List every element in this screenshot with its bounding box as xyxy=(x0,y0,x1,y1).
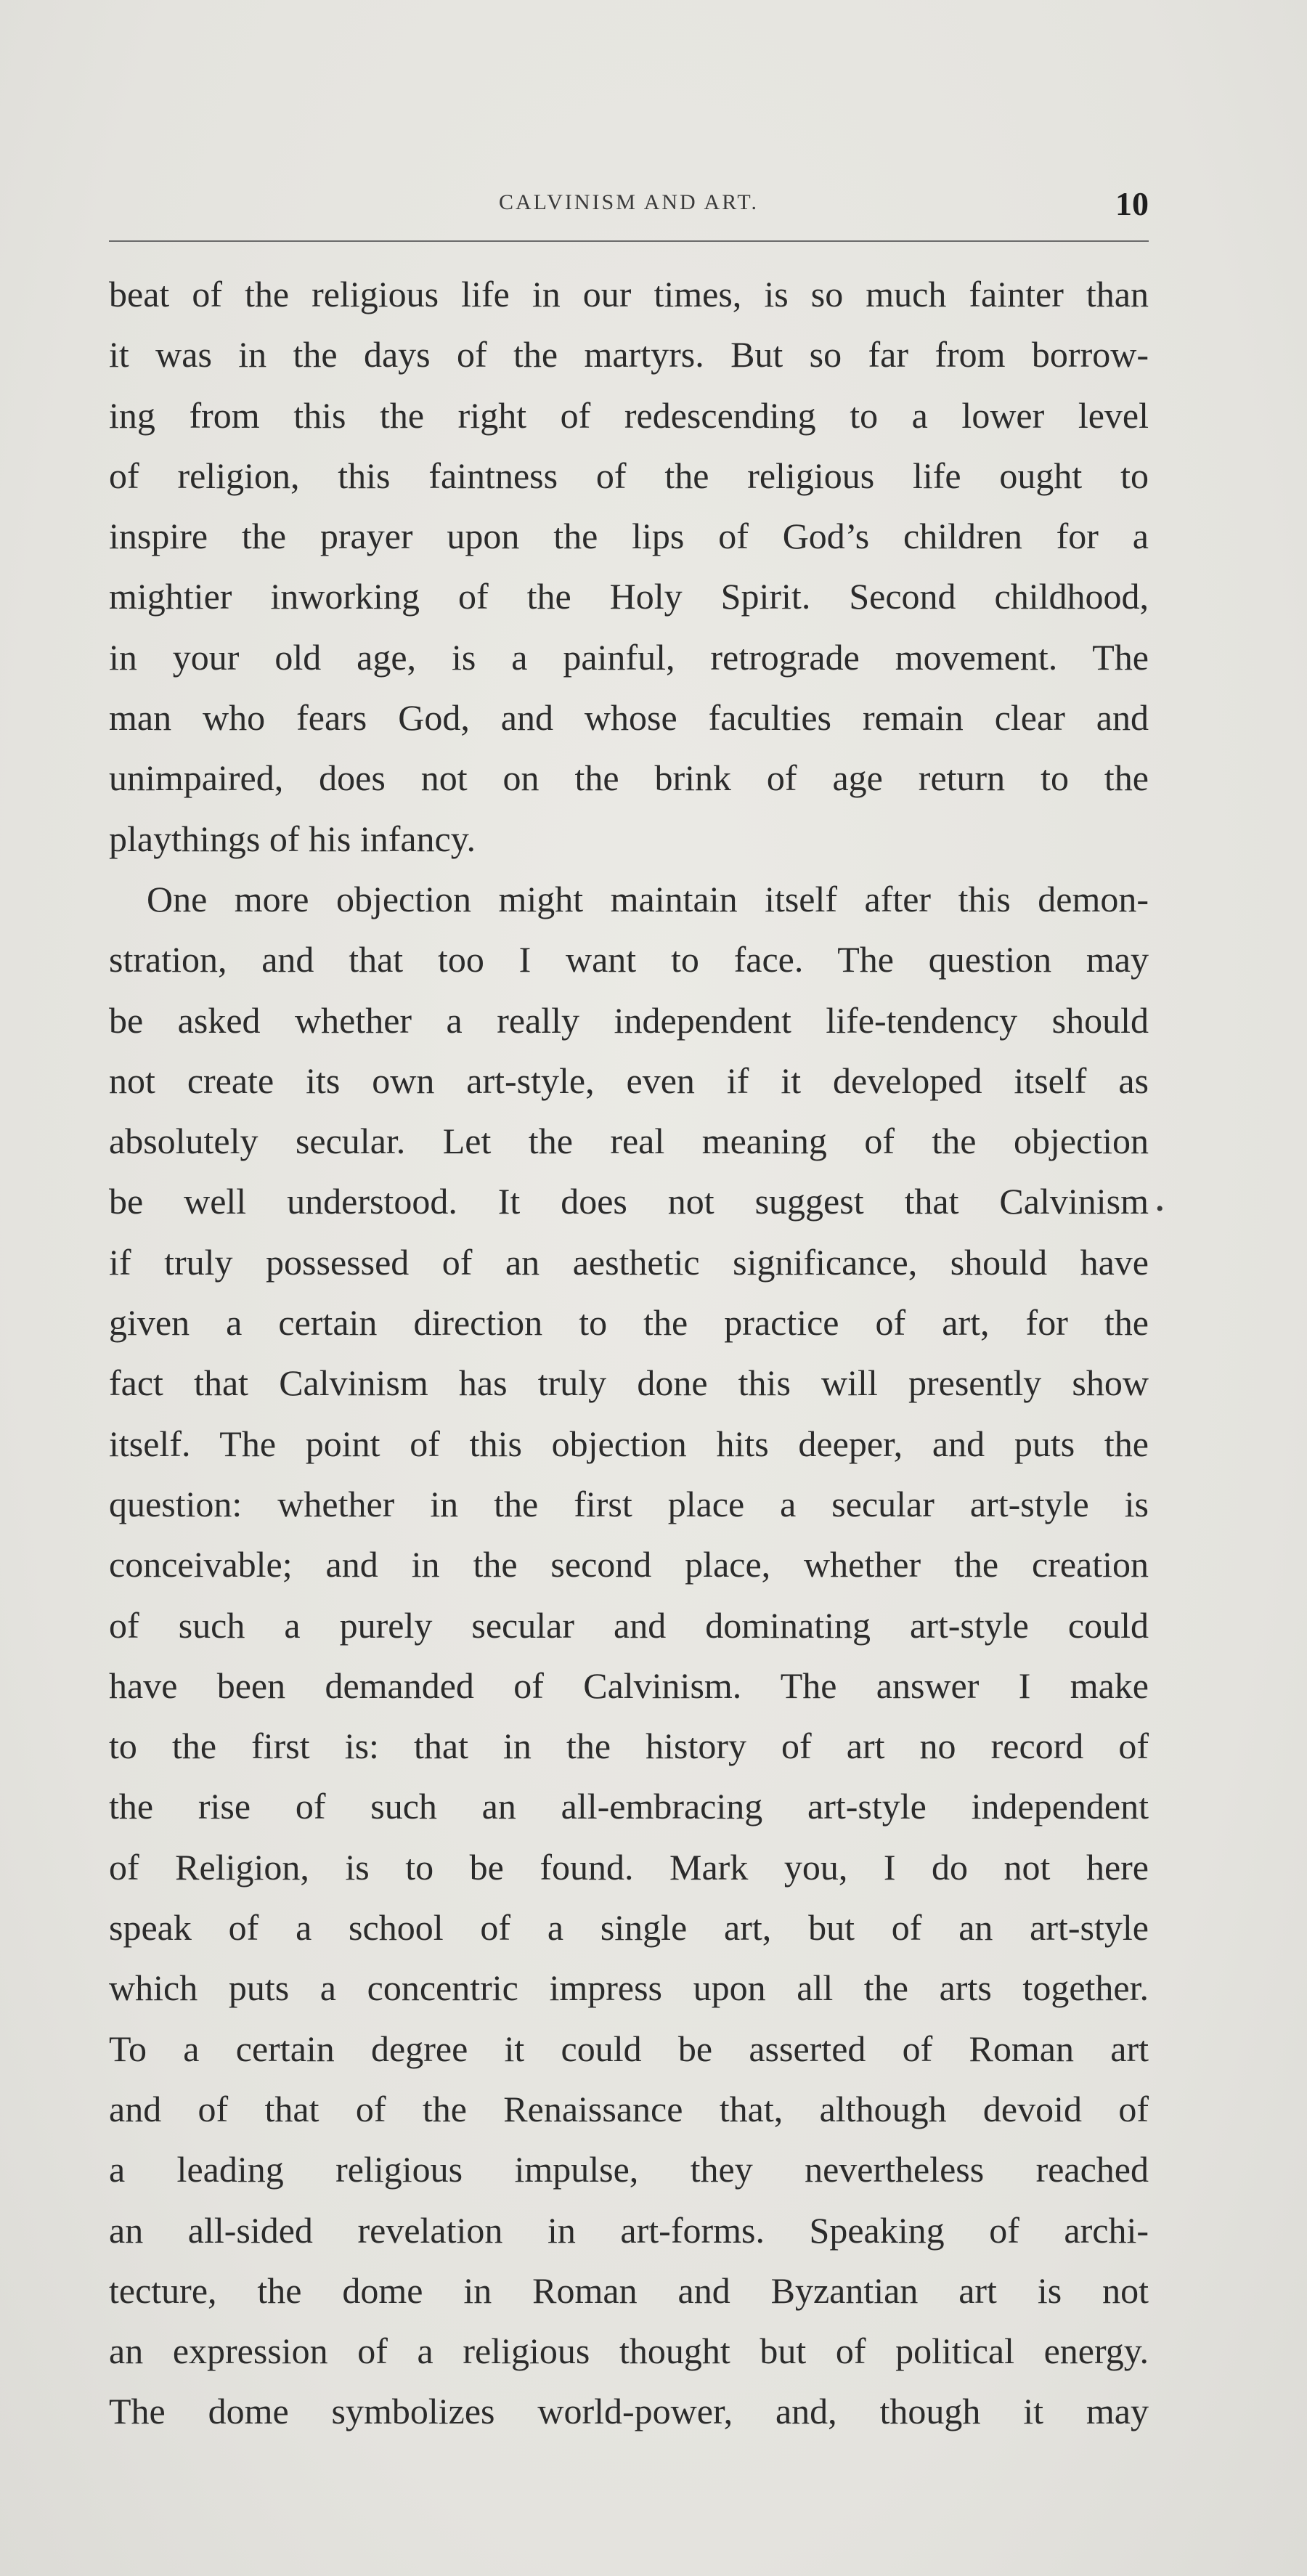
text-line: not create its own art-style, even if it developed itself as xyxy=(109,1060,1149,1101)
text-line: which puts a concentric impress upon all the arts together. xyxy=(109,1967,1149,2009)
running-title: CALVINISM AND ART. xyxy=(498,190,760,214)
body-text xyxy=(109,264,1149,2442)
text-line: inspire the prayer upon the lips of God’s children for a xyxy=(109,516,1149,557)
text-line: To a certain degree it could be asserted of Roman art xyxy=(109,2028,1149,2069)
text-line: if truly possessed of an aesthetic significance, should have xyxy=(109,1241,1149,1283)
running-head xyxy=(109,187,1149,238)
header-rule xyxy=(109,240,1149,242)
text-line: question: whether in the first place a secular art-style is xyxy=(109,1483,1149,1524)
text-line: and of that of the Renaissance that, although devoid of xyxy=(109,2088,1149,2129)
text-line: of religion, this faintness of the religious life ought to xyxy=(109,455,1149,496)
text-line: stration, and that too I want to face. The question may xyxy=(109,939,1149,980)
text-line: mightier inworking of the Holy Spirit. Second childhood, xyxy=(109,576,1149,617)
text-line: have been demanded of Calvinism. The answer I make xyxy=(109,1665,1149,1706)
text-line: of such a purely secular and dominating art-style could xyxy=(109,1604,1149,1646)
text-line: be asked whether a really independent life-tendency should xyxy=(109,999,1149,1041)
text-line: an all-sided revelation in art-forms. Speaking of archi- xyxy=(109,2209,1149,2251)
text-line: given a certain direction to the practice of art, for the xyxy=(109,1302,1149,1344)
text-line: unimpaired, does not on the brink of age return to the xyxy=(109,757,1149,799)
text-line: itself. The point of this objection hits deeper, and puts the xyxy=(109,1423,1149,1464)
text-line: speak of a school of a single art, but of an art-style xyxy=(109,1907,1149,1949)
paragraph-end-line: playthings of his infancy. xyxy=(109,818,476,859)
text-line: a leading religious impulse, they nevertheless reached xyxy=(109,2149,1149,2190)
text-line: an expression of a religious thought but of political energy. xyxy=(109,2331,1149,2372)
text-line: be well understood. It does not suggest that Calvinism xyxy=(109,1181,1149,1222)
paragraph-start-line: One more objection might maintain itself after this demon- xyxy=(147,878,1149,919)
text-line: the rise of such an all-embracing art-style independent xyxy=(109,1786,1149,1827)
text-line: in your old age, is a painful, retrograde movement. The xyxy=(109,636,1149,678)
text-line: beat of the religious life in our times, is so much fainter than xyxy=(109,274,1149,314)
text-line: tecture, the dome in Roman and Byzantian art is not xyxy=(109,2270,1149,2311)
margin-mark: • xyxy=(1156,1197,1164,1221)
text-line: The dome symbolizes world-power, and, though it may xyxy=(109,2391,1149,2432)
text-line: man who fears God, and whose faculties remain clear and xyxy=(109,697,1149,739)
text-line: fact that Calvinism has truly done this will presently show xyxy=(109,1362,1149,1404)
text-line: of Religion, is to be found. Mark you, I do not here xyxy=(109,1846,1149,1888)
text-line: absolutely secular. Let the real meaning of the objection xyxy=(109,1121,1149,1162)
text-line: conceivable; and in the second place, whether the creation xyxy=(109,1544,1149,1585)
text-line: to the first is: that in the history of art no record of xyxy=(109,1726,1149,1767)
text-line: ing from this the right of redescending to a lower level xyxy=(109,394,1149,436)
page-number: 10 xyxy=(1115,185,1149,222)
text-line: it was in the days of the martyrs. But so far from borrow- xyxy=(109,334,1149,375)
